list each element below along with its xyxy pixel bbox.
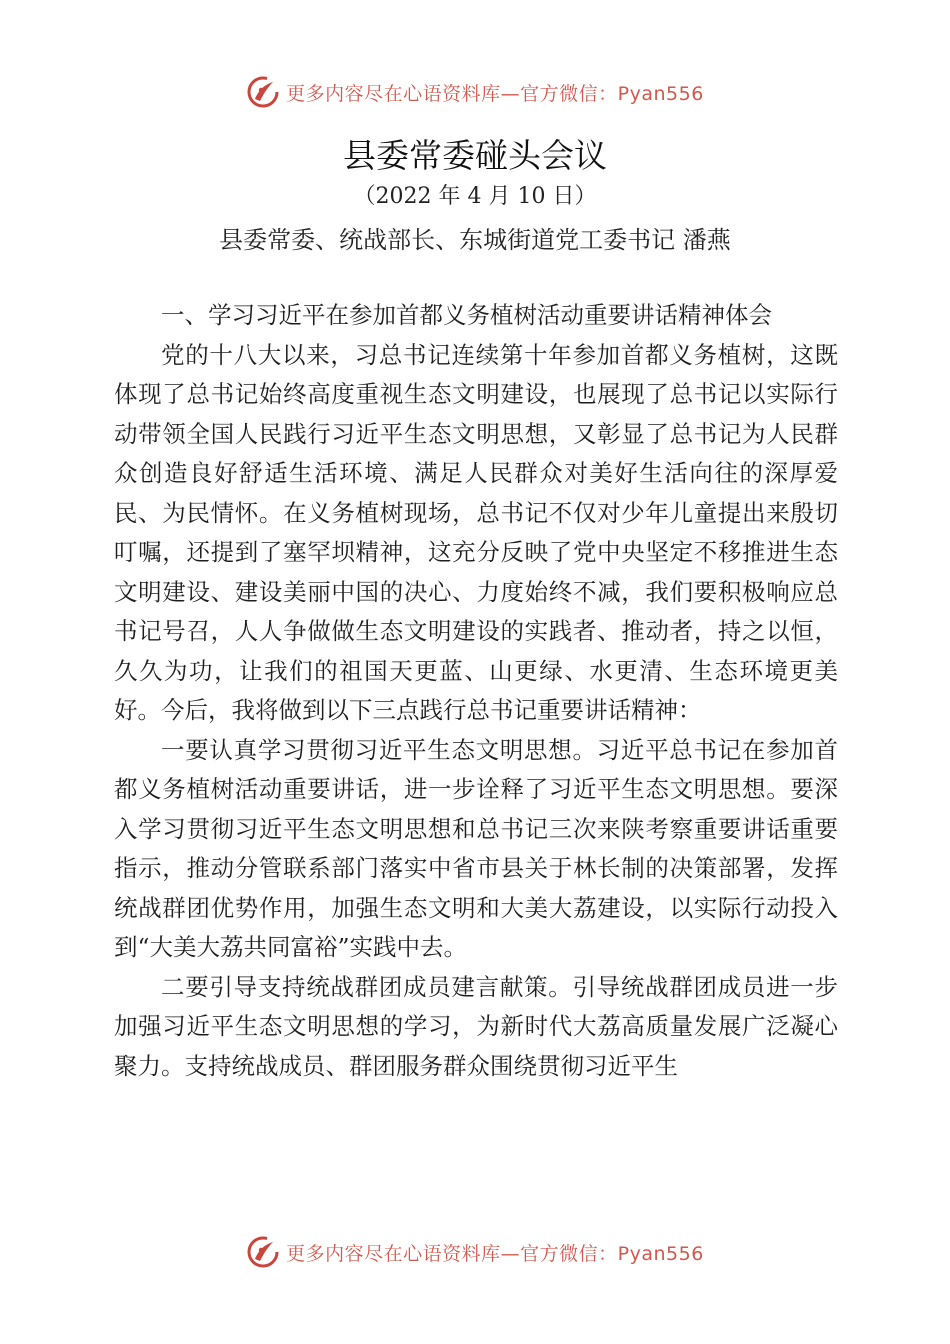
document-title: 县委常委碰头会议: [343, 136, 607, 175]
watermark-banner-top: [0, 72, 950, 112]
body-paragraph: 二要引导支持统战群团成员建言献策。引导统战群团成员进一步加强习近平生态文明思想的学习，为新时代大荔高质量发展广泛凝心聚力。支持统战成员、群团服务群众围绕贯彻习近平生: [114, 972, 838, 1080]
body-paragraph: 一要认真学习贯彻习近平生态文明思想。习近平总书记在参加首都义务植树活动重要讲话，进一步诠释了习近平生态文明思想。要深入学习贯彻习近平生态文明思想和总书记三次来陕考察重要讲话重要指示，推动分管联系部门落实中省市县关于林长制的决策部署，发挥统战群团优势作用，加强生态文明和大美大荔建设，以实际行动投入到“大美大荔共同富裕”实践中去。: [114, 735, 838, 961]
body-paragraph: 党的十八大以来，习总书记连续第十年参加首都义务植树，这既体现了总书记始终高度重视生态文明建设，也展现了总书记以实际行动带领全国人民践行习近平生态文明思想，又彰显了总书记为人民群众创造良好舒适生活环境、满足人民群众对美好生活向往的深厚爱民、为民情怀。在义务植树现场，总书记不仅对少年儿童提出来殷切叮嘱，还提到了塞罕坝精神，这充分反映了党中央坚定不移推进生态文明建设、建设美丽中国的决心、力度始终不减，我们要积极响应总书记号召，人人争做做生态文明建设的实践者、推动者，持之以恒，久久为功，让我们的祖国天更蓝、山更绿、水更清、生态环境更美好。今后，我将做到以下三点践行总书记重要讲话精神：: [114, 340, 838, 724]
watermark-text: 更多内容尽在心语资料库—官方微信：Pyan556: [286, 1242, 704, 1265]
document-body: [114, 296, 838, 1086]
ink-brush-logo-icon: [246, 1235, 280, 1269]
section-heading: 一、学习习近平在参加首都义务植树活动重要讲话精神体会: [161, 301, 772, 329]
ink-brush-logo-icon: [246, 75, 280, 109]
document-date: （2022 年 4 月 10 日）: [353, 184, 597, 209]
watermark-banner-bottom: [0, 1232, 950, 1272]
document-author: 县委常委、统战部长、东城街道党工委书记 潘燕: [219, 226, 731, 254]
watermark-text: 更多内容尽在心语资料库—官方微信：Pyan556: [286, 82, 704, 105]
